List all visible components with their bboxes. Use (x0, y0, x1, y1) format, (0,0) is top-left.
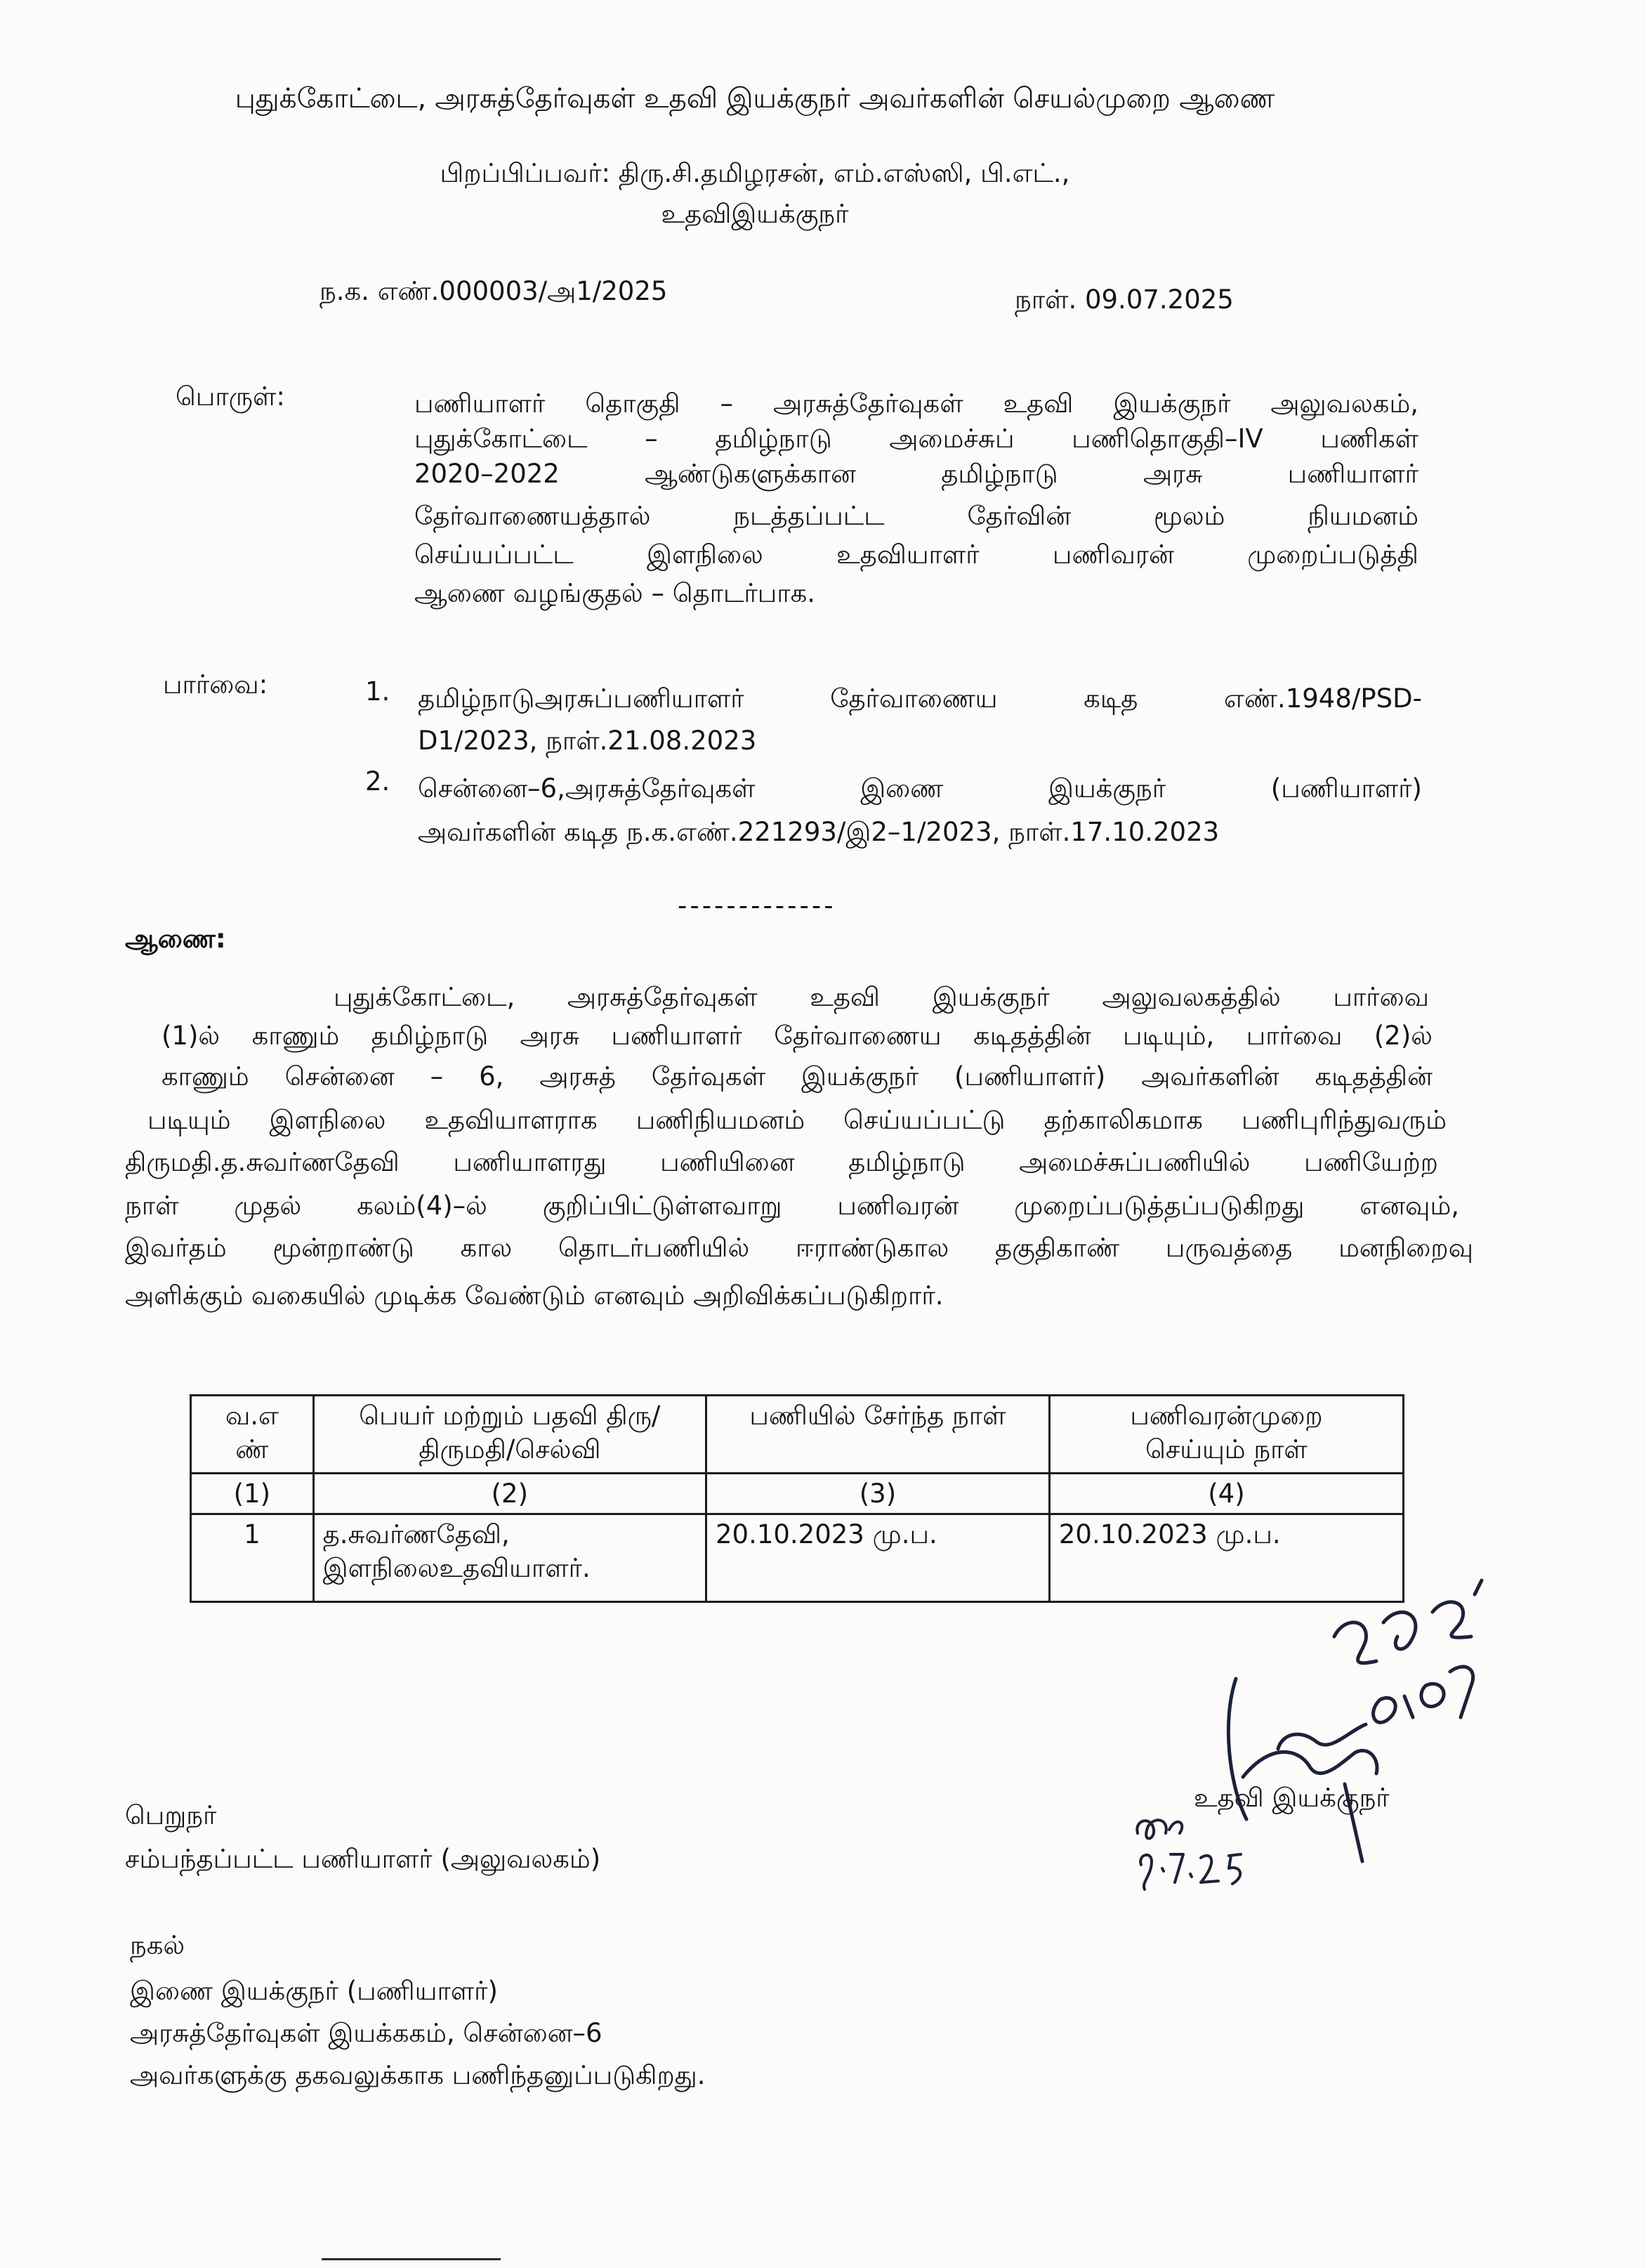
name-line: இளநிலைஉதவியாளர். (322, 1553, 591, 1583)
bottom-rule (322, 2258, 501, 2260)
order-line: திருமதி.த.சுவர்ணதேவி பணியாளரது பணியினை தமிழ்நாடு அமைச்சுப்பணியில் பணியேற்ற (125, 1147, 1438, 1177)
reference-item-line: தமிழ்நாடுஅரசுப்பணியாளர் தேர்வாணைய கடித எண்.1948/PSD- (418, 683, 1422, 714)
copy-line: அரசுத்தேர்வுகள் இயக்ககம், சென்னை–6 (130, 2018, 603, 2048)
subject-line: தேர்வாணையத்தால் நடத்தப்பட்ட தேர்வின் மூலம் நியமனம் (414, 501, 1418, 531)
column-number: (4) (1049, 1474, 1403, 1514)
subject-line: 2020–2022 ஆண்டுகளுக்கான தமிழ்நாடு அரசு பணியாளர் (414, 459, 1418, 489)
joining-date-cell: 20.10.2023 மு.ப. (706, 1514, 1050, 1602)
order-line: (1)ல் காணும் தமிழ்நாடு அரசு பணியாளர் தேர்வாணைய கடிதத்தின் படியும், பார்வை (2)ல் (162, 1021, 1433, 1051)
header-text: பெயர் மற்றும் பதவி திரு/ (359, 1401, 661, 1431)
order-line: காணும் சென்னை – 6, அரசுத் தேர்வுகள் இயக்குநர் (பணியாளர்) அவர்களின் கடிதத்தின் (162, 1061, 1433, 1092)
header-text: வ.எ (225, 1401, 279, 1431)
order-line: இவர்தம் மூன்றாண்டு கால தொடர்பணியில் ஈராண்டுகால தகுதிகாண் பருவத்தை மனநிறைவு (125, 1233, 1473, 1263)
regularisation-table (190, 1394, 1404, 1603)
table-column-number-row (191, 1474, 1404, 1514)
header-regularisation-date (1049, 1396, 1403, 1474)
reference-label: பார்வை: (163, 669, 268, 700)
name-line: த.சுவர்ணதேவி, (322, 1519, 510, 1549)
subject-line: புதுக்கோட்டை – தமிழ்நாடு அமைச்சுப் பணிதொகுதி–IV பணிகள் (414, 424, 1418, 454)
reference-item-number: 2. (365, 766, 390, 797)
header-joining-date (706, 1396, 1050, 1474)
header-text: பணியில் சேர்ந்த நாள் (749, 1401, 1006, 1431)
subject-label: பொருள்: (176, 381, 285, 412)
name-cell (313, 1514, 706, 1602)
reference-item-number: 1. (365, 676, 390, 707)
copy-label: நகல் (130, 1930, 185, 1960)
subject-line: ஆணை வழங்குதல் – தொடர்பாக. (414, 578, 816, 608)
serial-cell: 1 (191, 1514, 314, 1602)
section-divider: ------------- (678, 891, 836, 921)
document-title: புதுக்கோட்டை, அரசுத்தேர்வுகள் உதவி இயக்குநர் அவர்களின் செயல்முறை ஆணை (235, 83, 1275, 114)
subject-line: செய்யப்பட்ட இளநிலை உதவியாளர் பணிவரன் முறைப்படுத்தி (414, 539, 1418, 570)
header-text: செய்யும் நாள் (1145, 1434, 1308, 1464)
order-line: புதுக்கோட்டை, அரசுத்தேர்வுகள் உதவி இயக்குநர் அலுவலகத்தில் பார்வை (334, 982, 1429, 1012)
header-name (313, 1396, 706, 1474)
recipient-label: பெறுநர் (125, 1800, 217, 1830)
header-text: ண் (235, 1434, 269, 1464)
issuer: பிறப்பிப்பவர்: திரு.சி.தமிழரசன், எம்.எஸ்ஸி, பி.எட்., (440, 158, 1070, 188)
issuer-designation: உதவிஇயக்குநர் (661, 199, 849, 229)
reference-item-line: சென்னை–6,அரசுத்தேர்வுகள் இணை இயக்குநர் (பணியாளர்) (418, 773, 1422, 804)
handwritten-initials (1127, 1812, 1268, 1903)
recipient-value: சம்பந்தப்பட்ட பணியாளர் (அலுவலகம்) (125, 1844, 601, 1874)
signatory-designation: உதவி இயக்குநர் (1194, 1783, 1390, 1813)
reference-item-line: D1/2023, நாள்.21.08.2023 (418, 726, 757, 756)
order-line: படியும் இளநிலை உதவியாளராக பணிநியமனம் செய்யப்பட்டு தற்காலிகமாக பணிபுரிந்துவரும் (147, 1105, 1447, 1135)
order-label: ஆணை: (125, 924, 226, 954)
copy-line: அவர்களுக்கு தகவலுக்காக பணிந்தனுப்படுகிறது. (130, 2060, 706, 2090)
column-number: (1) (191, 1474, 314, 1514)
copy-line: இணை இயக்குநர் (பணியாளர்) (130, 1976, 498, 2006)
reference-number: ந.க. எண்.000003/அ1/2025 (320, 276, 668, 306)
header-serial (191, 1396, 314, 1474)
order-date: நாள். 09.07.2025 (1015, 284, 1234, 315)
column-number: (3) (706, 1474, 1050, 1514)
order-line: அளிக்கும் வகையில் முடிக்க வேண்டும் எனவும் அறிவிக்கப்படுகிறார். (125, 1280, 944, 1311)
regularisation-date-cell: 20.10.2023 மு.ப. (1049, 1514, 1403, 1602)
column-number: (2) (313, 1474, 706, 1514)
reference-item-line: அவர்களின் கடித ந.க.எண்.221293/இ2–1/2023, நாள்.17.10.2023 (418, 817, 1220, 847)
subject-line: பணியாளர் தொகுதி – அரசுத்தேர்வுகள் உதவி இயக்குநர் அலுவலகம், (414, 388, 1418, 419)
header-text: திருமதி/செல்வி (419, 1434, 601, 1464)
order-line: நாள் முதல் கலம்(4)–ல் குறிப்பிட்டுள்ளவாறு பணிவரன் முறைப்படுத்தப்படுகிறது எனவும், (125, 1191, 1459, 1221)
table-header-row (191, 1396, 1404, 1474)
header-text: பணிவரன்முறை (1130, 1401, 1323, 1431)
